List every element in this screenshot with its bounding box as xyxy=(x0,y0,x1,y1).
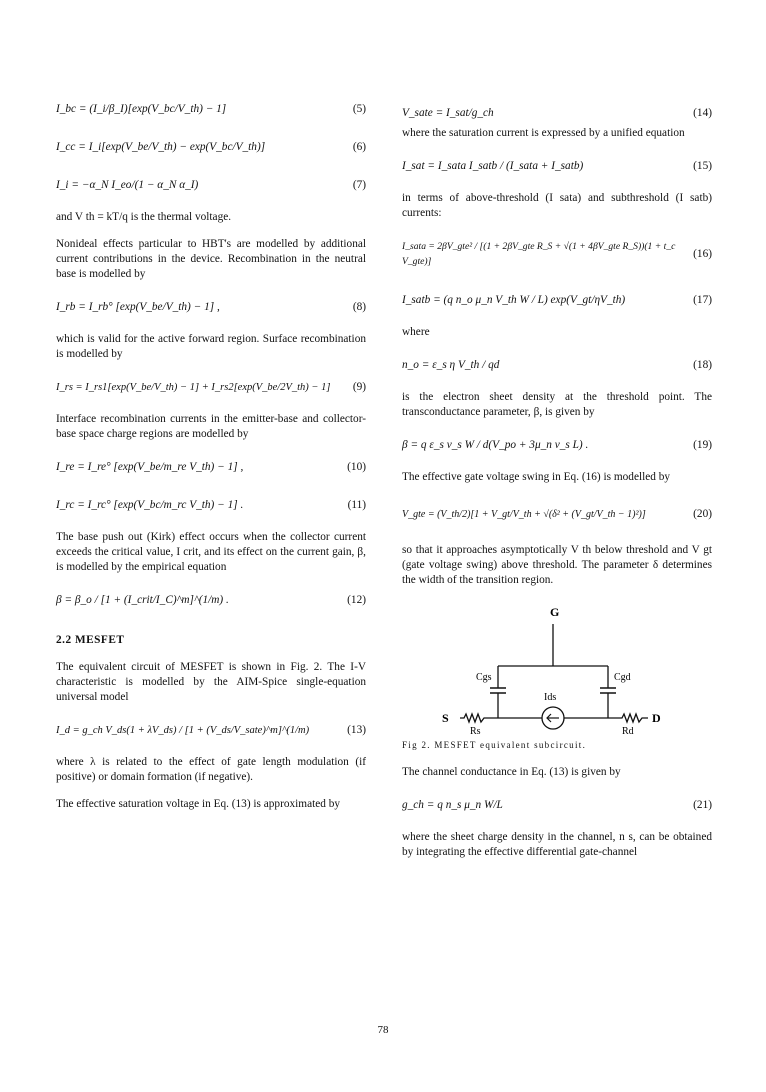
equation-21 xyxy=(402,792,712,818)
gate-label: G xyxy=(550,605,560,619)
equation-19-body: β = q ε_s v_s W / d(V_po + 3μ_n v_s L) . xyxy=(402,438,589,451)
ids-label: Ids xyxy=(544,692,557,703)
equation-15 xyxy=(402,153,712,179)
equation-18 xyxy=(402,352,712,378)
equation-10 xyxy=(56,454,366,480)
equation-10-body: I_re = I_re° [exp(V_be/m_re V_th) − 1] , xyxy=(56,460,244,473)
equation-20-body: V_gte = (V_th/2)[1 + V_gt/V_th + √(δ² + (V_gt/V_th − 1)²)] xyxy=(402,508,646,520)
equation-8-number: (8) xyxy=(352,300,366,313)
equation-19 xyxy=(402,432,712,458)
equation-13 xyxy=(56,717,366,743)
paragraph: The equivalent circuit of MESFET is shown in Fig. 2. The I-V characteristic is modelled by the AIM-Spice single-equation universal model xyxy=(56,661,366,703)
equation-13-number: (13) xyxy=(347,723,366,736)
cgs-label: Cgs xyxy=(476,672,492,683)
equation-20-number: (20) xyxy=(693,507,712,520)
equation-11-number: (11) xyxy=(347,498,366,511)
equation-11-body: I_rc = I_rc° [exp(V_bc/m_rc V_th) − 1] . xyxy=(56,498,244,511)
equation-16-number: (16) xyxy=(693,247,712,260)
paragraph: Interface recombination currents in the emitter-base and collector-base space charge regions are modelled by xyxy=(56,413,366,440)
paragraph: The effective saturation voltage in Eq. (13) is approximated by xyxy=(56,798,341,810)
equation-10-number: (10) xyxy=(347,460,366,473)
rs-label: Rs xyxy=(470,726,481,734)
equation-12-body: β = β_o / [1 + (I_crit/I_C)^m]^(1/m) . xyxy=(56,593,229,606)
equation-20 xyxy=(402,497,712,531)
rd-label: Rd xyxy=(622,726,634,734)
left-column xyxy=(56,96,366,812)
equation-14-number: (14) xyxy=(693,106,712,119)
paragraph: so that it approaches asymptotically V th below threshold and V gt (gate voltage swing) above threshold. The parameter δ determines the width of the transition region. xyxy=(402,544,712,586)
equation-15-body: I_sat = I_sata I_satb / (I_sata + I_satb) xyxy=(402,159,584,172)
equation-14-body: V_sate = I_sat/g_ch xyxy=(402,106,494,119)
paragraph: The base push out (Kirk) effect occurs when the collector current exceeds the critical value, I crit, and its effect on the current gain, β, is modelled by the empirical equation xyxy=(56,531,366,573)
equation-12 xyxy=(56,587,366,613)
equation-5-number: (5) xyxy=(352,102,366,115)
equation-15-number: (15) xyxy=(693,159,712,172)
equation-13-body: I_d = g_ch V_ds(1 + λV_ds) / [1 + (V_ds/V_sate)^m]^(1/m) xyxy=(56,724,310,736)
equation-6 xyxy=(56,134,366,160)
equation-7-number: (7) xyxy=(352,178,366,191)
equation-17 xyxy=(402,287,712,313)
equation-8 xyxy=(56,294,366,320)
rd-resistor xyxy=(608,714,648,722)
equation-6-number: (6) xyxy=(352,140,366,153)
equation-5 xyxy=(56,96,366,122)
equation-16 xyxy=(402,233,712,275)
paragraph: where xyxy=(402,326,430,338)
figure-caption: Fig 2. MESFET equivalent subcircuit. xyxy=(402,740,587,750)
paragraph: where the sheet charge density in the channel, n s, can be obtained by integrating the effective differential gate-channel xyxy=(402,831,712,858)
equation-14 xyxy=(402,100,712,126)
equation-9-number: (9) xyxy=(352,380,366,393)
equation-7 xyxy=(56,172,366,198)
equation-19-number: (19) xyxy=(693,438,712,451)
equation-21-body: g_ch = q n_s μ_n W/L xyxy=(402,798,503,811)
equation-6-body: I_cc = I_i[exp(V_be/V_th) − exp(V_bc/V_th)] xyxy=(56,140,266,153)
paragraph: The effective gate voltage swing in Eq. (16) is modelled by xyxy=(402,471,671,483)
paragraph: is the electron sheet density at the threshold point. The transconductance parameter, β, is given by xyxy=(402,391,712,418)
right-column xyxy=(402,100,712,860)
paragraph: Nonideal effects particular to HBT's are modelled by additional current contributions in the device. Recombination in the neutral base is modelled by xyxy=(56,238,366,280)
equation-21-number: (21) xyxy=(693,798,712,811)
equation-9 xyxy=(56,374,366,400)
equation-11 xyxy=(56,492,366,518)
equation-18-number: (18) xyxy=(693,358,712,371)
paragraph: and V th = kT/q is the thermal voltage. xyxy=(56,211,232,223)
section-heading: 2.2 MESFET xyxy=(56,634,125,646)
mesfet-circuit-diagram xyxy=(402,594,712,734)
equation-18-body: n_o = ε_s η V_th / qd xyxy=(402,358,500,371)
paragraph: which is valid for the active forward region. Surface recombination is modelled by xyxy=(56,333,366,360)
equation-16-body: I_sata = 2βV_gte² / [(1 + 2βV_gte R_S + √(1 + 4βV_gte R_S))(1 + t_c V_gte)] xyxy=(402,241,676,267)
equation-17-body: I_satb = (q n_o μ_n V_th W / L) exp(V_gt/ηV_th) xyxy=(402,293,626,306)
drain-label: D xyxy=(652,711,661,725)
cgd-label: Cgd xyxy=(614,672,631,683)
equation-7-body: I_i = −α_N I_eo/(1 − α_N α_I) xyxy=(56,178,199,191)
rs-resistor xyxy=(460,714,498,722)
equation-9-body: I_rs = I_rs1[exp(V_be/V_th) − 1] + I_rs2[exp(V_be/2V_th) − 1] xyxy=(56,381,331,393)
paragraph: The channel conductance in Eq. (13) is given by xyxy=(402,766,621,778)
paragraph: where λ is related to the effect of gate length modulation (if positive) or domain formation (if negative). xyxy=(56,756,366,783)
paragraph: in terms of above-threshold (I sata) and subthreshold (I satb) currents: xyxy=(402,192,712,219)
paragraph: where the saturation current is expressed by a unified equation xyxy=(402,127,685,139)
page-number: 78 xyxy=(377,1024,389,1036)
equation-12-number: (12) xyxy=(347,593,366,606)
equation-5-body: I_bc = (I_i/β_I)[exp(V_bc/V_th) − 1] xyxy=(56,102,227,115)
equation-17-number: (17) xyxy=(693,293,712,306)
equation-8-body: I_rb = I_rb° [exp(V_be/V_th) − 1] , xyxy=(56,300,220,313)
source-label: S xyxy=(442,711,449,725)
